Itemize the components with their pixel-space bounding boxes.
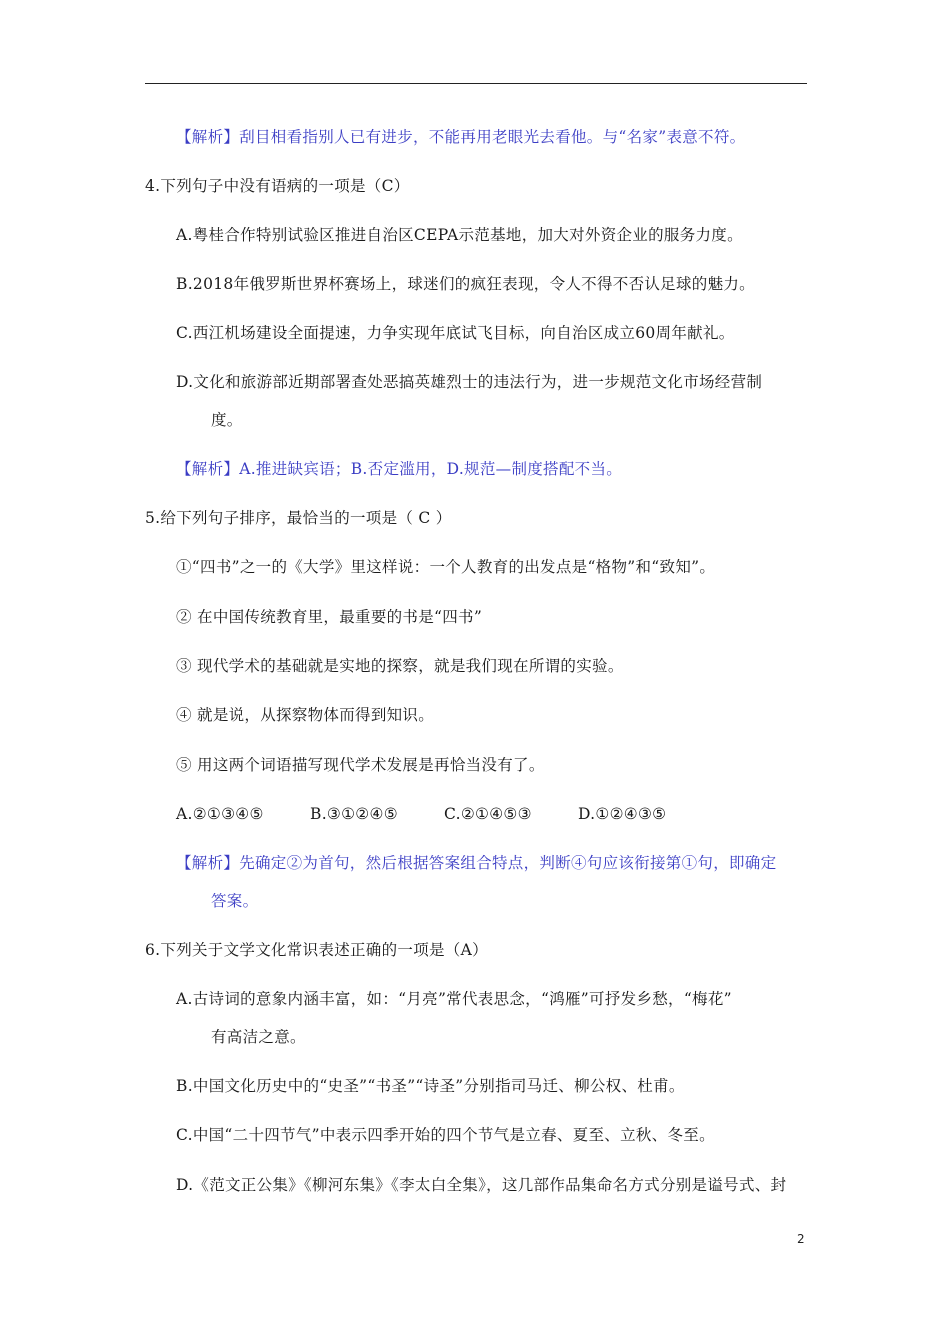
q4-option-c: C.西江机场建设全面提速，力争实现年底试飞目标，向自治区成立60周年献礼。 xyxy=(176,324,735,342)
q4-option-d: D.文化和旅游部近期部署查处恶搞英雄烈士的违法行为，进一步规范文化市场经营制 xyxy=(176,373,763,391)
analysis-q5-cont: 答案。 xyxy=(211,892,259,910)
analysis-q5: 【解析】先确定②为首句，然后根据答案组合特点，判断④句应该衔接第①句，即确定 xyxy=(176,854,777,872)
q5-option-c: C.②①④⑤③ xyxy=(444,805,532,823)
q6-option-b: B.中国文化历史中的“史圣”“书圣”“诗圣”分别指司马迁、柳公权、杜甫。 xyxy=(176,1077,685,1095)
q5-sentence-4: ④ 就是说，从探察物体而得到知识。 xyxy=(176,706,435,724)
q5-sentence-3: ③ 现代学术的基础就是实地的探察，就是我们现在所谓的实验。 xyxy=(176,657,624,675)
q5-sentence-1: ①“四书”之一的《大学》里这样说：一个人教育的出发点是“格物”和“致知”。 xyxy=(176,558,716,576)
q5-option-b: B.③①②④⑤ xyxy=(310,805,398,823)
q5-option-a: A.②①③④⑤ xyxy=(176,805,264,823)
question-4: 4.下列句子中没有语病的一项是（C） xyxy=(145,177,410,195)
q6-option-a-cont: 有高洁之意。 xyxy=(211,1028,306,1046)
q6-option-a: A.古诗词的意象内涵丰富，如：“月亮”常代表思念，“鸿雁”可抒发乡愁，“梅花” xyxy=(176,990,732,1008)
page-number: 2 xyxy=(797,1232,805,1246)
q4-option-d-cont: 度。 xyxy=(211,411,243,429)
q6-option-d: D.《范文正公集》《柳河东集》《李太白全集》，这几部作品集命名方式分别是谥号式、封 xyxy=(176,1176,787,1194)
q6-option-c: C.中国“二十四节气”中表示四季开始的四个节气是立春、夏至、立秋、冬至。 xyxy=(176,1126,715,1144)
q5-option-d: D.①②④③⑤ xyxy=(578,805,667,823)
q5-sentence-5: ⑤ 用这两个词语描写现代学术发展是再恰当没有了。 xyxy=(176,756,545,774)
question-6: 6.下列关于文学文化常识表述正确的一项是（A） xyxy=(145,941,488,959)
analysis-q4: 【解析】A.推进缺宾语；B.否定滥用，D.规范—制度搭配不当。 xyxy=(176,460,623,478)
q4-option-a: A.粤桂合作特别试验区推进自治区CEPA示范基地，加大对外资企业的服务力度。 xyxy=(176,226,743,244)
question-5: 5.给下列句子排序，最恰当的一项是（ C ） xyxy=(145,509,452,527)
analysis-q3: 【解析】刮目相看指别人已有进步，不能再用老眼光去看他。与“名家”表意不符。 xyxy=(176,128,746,146)
q5-sentence-2: ② 在中国传统教育里，最重要的书是“四书” xyxy=(176,608,483,626)
header-rule xyxy=(145,83,807,84)
q4-option-b: B.2018年俄罗斯世界杯赛场上，球迷们的疯狂表现，令人不得不否认足球的魅力。 xyxy=(176,275,755,293)
